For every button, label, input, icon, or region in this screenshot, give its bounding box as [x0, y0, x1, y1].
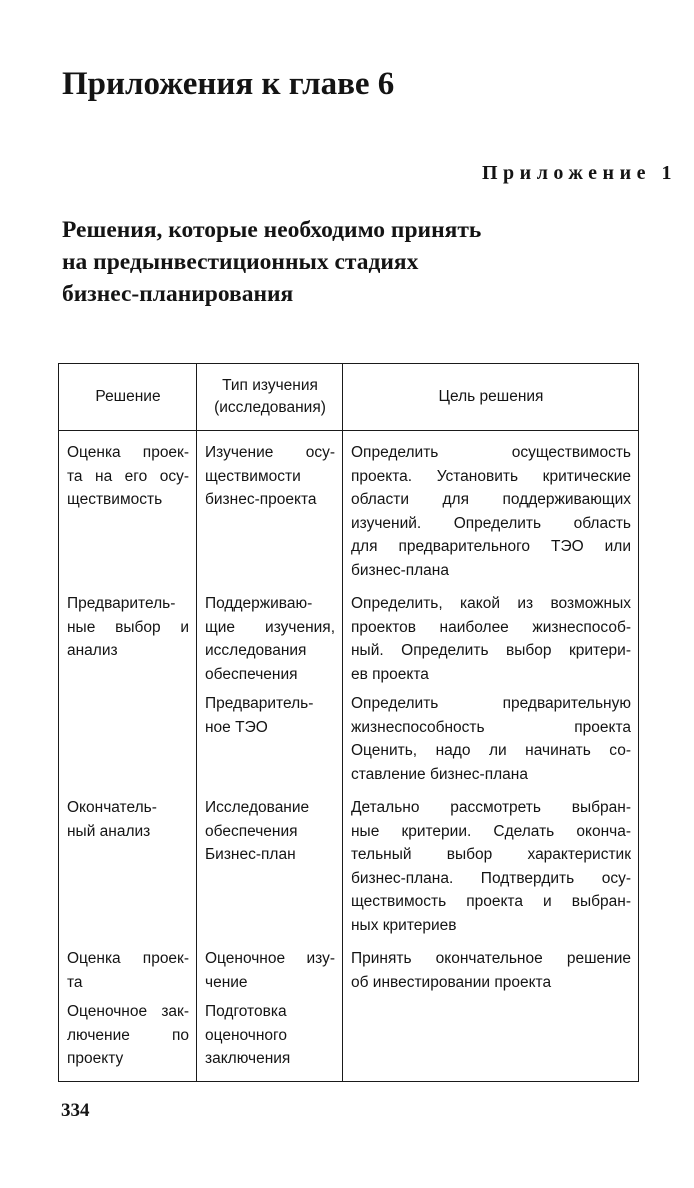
table-row	[59, 441, 639, 582]
section-title-line: Решения, которые необходимо принять	[62, 217, 482, 243]
cell-line: об инвестировании проекта	[351, 973, 552, 991]
cell-line: щие изучения,	[205, 618, 335, 636]
decisions-table	[58, 363, 639, 1082]
cell-line: Принять окончательное решение	[351, 950, 631, 967]
cell-line: ные критерии. Сделать оконча-	[351, 822, 631, 840]
appendix-label: Приложение 1	[482, 162, 677, 184]
cell-line: для предварительного ТЭО или	[351, 538, 631, 555]
goal-cell	[343, 796, 639, 937]
cell-line: изучений. Определить область	[351, 514, 631, 532]
row-spacer	[59, 1071, 639, 1082]
cell-line: та	[67, 973, 83, 991]
cell-line: Детально рассмотреть выбран-	[351, 799, 631, 816]
cell-line: Окончатель-	[67, 799, 157, 816]
cell-line: Бизнес-план	[205, 846, 296, 863]
cell-line: обеспечения	[205, 665, 298, 683]
cell-line: ществимости	[205, 467, 301, 485]
decision-cell	[59, 441, 197, 582]
table-row	[59, 947, 639, 994]
table-body	[59, 431, 639, 1082]
header-study-type: Тип изучения (исследования)	[197, 364, 343, 431]
cell-line: анализ	[67, 642, 118, 659]
study-cell	[197, 1000, 343, 1071]
cell-line: Оценочное изу-	[205, 950, 335, 967]
cell-line: ный анализ	[67, 822, 151, 840]
cell-line: Предваритель-	[67, 595, 176, 612]
cell-line: лючение по	[67, 1026, 189, 1044]
cell-line: проекта. Установить критические	[351, 467, 631, 485]
cell-line: ществимость	[67, 491, 163, 508]
table-row	[59, 692, 639, 786]
row-spacer	[59, 582, 639, 592]
decision-cell	[59, 592, 197, 686]
cell-line: обеспечения	[205, 822, 298, 840]
cell-line: тельный выбор характеристик	[351, 846, 631, 863]
study-cell	[197, 592, 343, 686]
cell-line: ев проекта	[351, 665, 429, 683]
cell-line: ных критериев	[351, 916, 457, 934]
cell-line: Оценка проек-	[67, 444, 189, 461]
goal-cell	[343, 1000, 639, 1071]
cell-line: Исследование	[205, 799, 310, 816]
goal-cell	[343, 947, 639, 994]
table-row	[59, 796, 639, 937]
cell-line: Определить предварительную	[351, 695, 631, 712]
cell-line: Оценочное зак-	[67, 1003, 189, 1020]
cell-line: Оценить, надо ли начинать со-	[351, 742, 631, 759]
cell-line: Подготовка	[205, 1003, 287, 1020]
section-title-line: на предынвестиционных стадиях	[62, 249, 419, 275]
section-title-line: бизнес-планирования	[62, 281, 294, 307]
decision-cell	[59, 947, 197, 994]
cell-line: Изучение осу-	[205, 444, 335, 461]
cell-line: проектов наиболее жизнеспособ-	[351, 618, 631, 636]
cell-line: бизнес-проекта	[205, 491, 317, 508]
goal-cell	[343, 692, 639, 786]
cell-line: Определить, какой из возможных	[351, 595, 631, 612]
cell-line: ное ТЭО	[205, 718, 268, 736]
cell-line: Предваритель-	[205, 695, 314, 712]
cell-line: та на его осу-	[67, 467, 189, 485]
study-cell	[197, 796, 343, 937]
cell-line: бизнес-плана	[351, 561, 449, 579]
cell-line: бизнес-плана. Подтвердить осу-	[351, 869, 631, 887]
cell-line: заключения	[205, 1050, 291, 1067]
cell-line: жизнеспособность проекта	[351, 718, 631, 736]
cell-line: чение	[205, 973, 248, 991]
cell-line: области для поддерживающих	[351, 491, 631, 508]
decision-cell	[59, 796, 197, 937]
goal-cell	[343, 592, 639, 686]
goal-cell	[343, 441, 639, 582]
cell-line: ный. Определить выбор критери-	[351, 642, 631, 659]
cell-line: Оценка проек-	[67, 950, 189, 967]
section-title	[62, 214, 662, 310]
header-decision: Решение	[59, 364, 197, 431]
decision-cell	[59, 692, 197, 786]
cell-line: ставление бизнес-плана	[351, 765, 528, 783]
study-cell	[197, 947, 343, 994]
cell-line: ществимость проекта и выбран-	[351, 893, 631, 910]
cell-line: Определить осуществимость	[351, 444, 631, 461]
study-cell	[197, 692, 343, 786]
chapter-title: Приложения к главе 6	[62, 66, 395, 102]
table-header-row	[59, 364, 639, 431]
table-row	[59, 592, 639, 686]
table-row	[59, 1000, 639, 1071]
study-cell	[197, 441, 343, 582]
cell-line: исследования	[205, 642, 307, 659]
decision-cell	[59, 1000, 197, 1071]
cell-line: проекту	[67, 1050, 124, 1067]
cell-line: ные выбор и	[67, 618, 189, 636]
cell-line: Поддерживаю-	[205, 595, 313, 612]
header-goal: Цель решения	[343, 364, 639, 431]
cell-line: оценочного	[205, 1026, 287, 1044]
row-spacer	[59, 431, 639, 442]
row-spacer	[59, 937, 639, 947]
row-spacer	[59, 786, 639, 796]
page-number: 334	[61, 1100, 90, 1121]
